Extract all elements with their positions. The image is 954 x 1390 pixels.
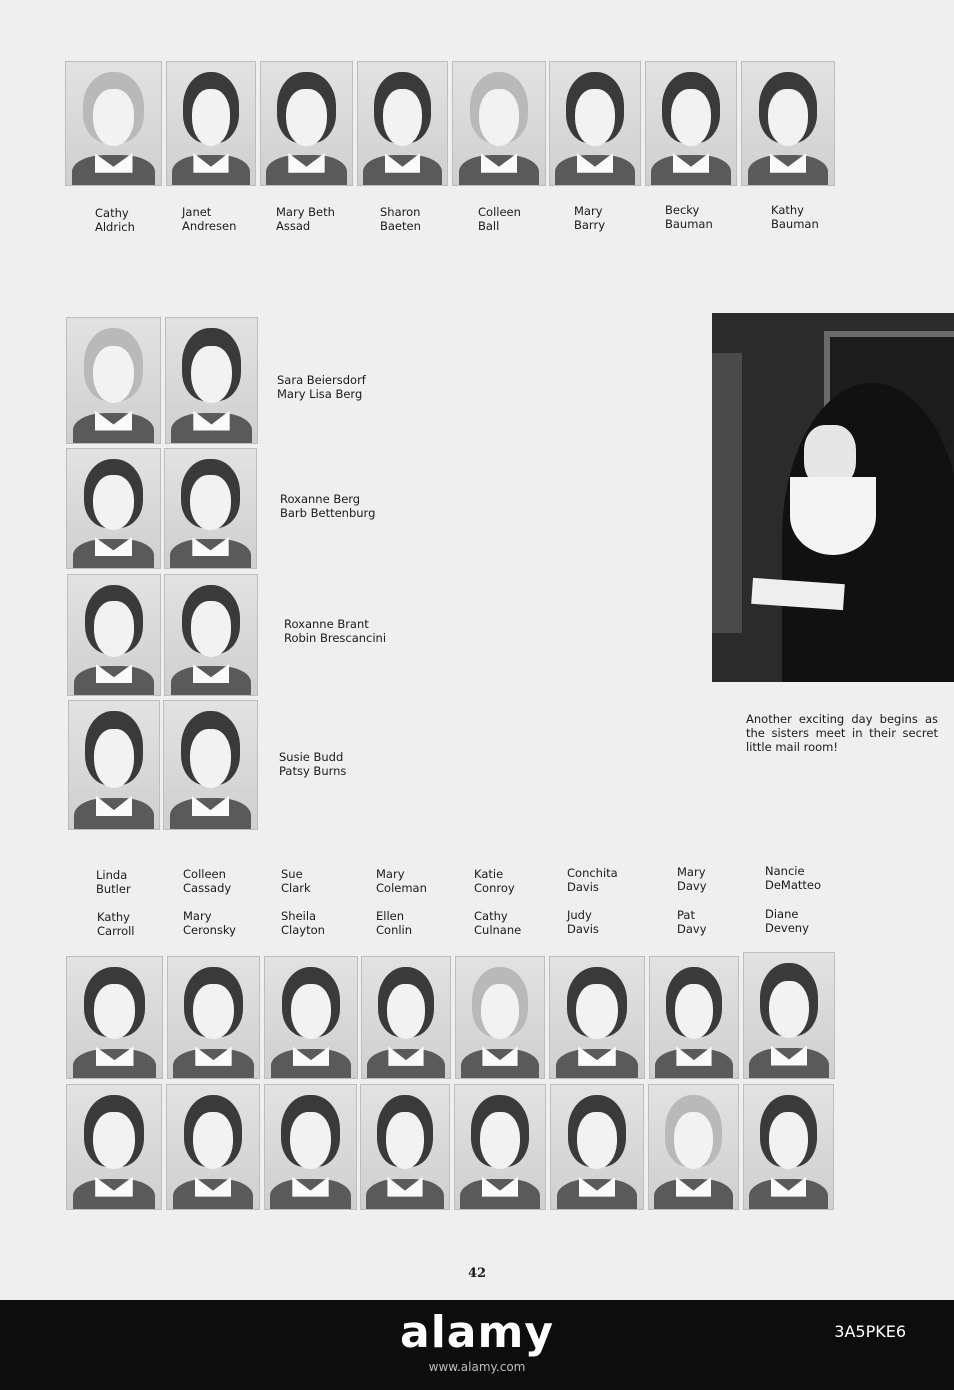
portrait-photo [164, 448, 257, 569]
portrait-photo [264, 956, 358, 1079]
portrait-photo [163, 700, 258, 830]
portrait-photo [741, 61, 835, 186]
student-name: Kathy Bauman [771, 203, 819, 231]
portrait-photo [66, 956, 163, 1079]
portrait-photo [645, 61, 737, 186]
portrait-photo [66, 1084, 162, 1210]
photo-caption: Another exciting day begins as the sisters meet in their secret little mail room! [746, 712, 938, 754]
portrait-photo [65, 61, 162, 186]
portrait-photo [260, 61, 353, 186]
student-name: Cathy Culnane [474, 909, 522, 937]
portrait-photo [649, 956, 739, 1079]
page-number: 42 [467, 1266, 487, 1281]
portrait-photo [360, 1084, 450, 1210]
portrait-photo [550, 1084, 644, 1210]
image-id: 3A5PKE6 [834, 1322, 906, 1341]
student-name: Sharon Baeten [380, 205, 421, 233]
student-name: Kathy Carroll [97, 910, 135, 938]
portrait-photo [455, 956, 545, 1079]
student-name: Sue Clark [281, 867, 311, 895]
student-name: Nancie DeMatteo [765, 864, 822, 892]
student-name: Colleen Ball [478, 205, 521, 233]
pair-names: Susie Budd Patsy Burns [279, 750, 347, 778]
portrait-photo [166, 1084, 260, 1210]
student-name: Conchita Davis [567, 866, 618, 894]
student-name: Katie Conroy [474, 867, 515, 895]
student-name: Mary Barry [574, 204, 605, 232]
student-name: Colleen Cassady [183, 867, 232, 895]
portrait-photo [165, 317, 258, 444]
portrait-photo [648, 1084, 739, 1210]
portrait-photo [357, 61, 448, 186]
portrait-photo [68, 700, 160, 830]
pair-names: Sara Beiersdorf Mary Lisa Berg [277, 373, 366, 401]
alamy-logo: alamy [400, 1307, 554, 1358]
student-name: Diane Deveny [765, 907, 809, 935]
portrait-photo [743, 952, 835, 1079]
portrait-photo [361, 956, 451, 1079]
student-name: Ellen Conlin [376, 909, 413, 937]
candid-photo-nun-mail-room [712, 313, 954, 682]
portrait-photo [454, 1084, 546, 1210]
portrait-photo [549, 956, 645, 1079]
student-name: Pat Davy [677, 908, 707, 936]
student-name: Judy Davis [567, 908, 599, 936]
portrait-photo [743, 1084, 834, 1210]
student-name: Mary Davy [677, 865, 707, 893]
pair-names: Roxanne Brant Robin Brescancini [284, 617, 387, 645]
portrait-photo [264, 1084, 357, 1210]
portrait-photo [164, 574, 258, 696]
student-name: Janet Andresen [182, 205, 237, 233]
student-name: Cathy Aldrich [95, 206, 135, 234]
student-name: Mary Beth Assad [276, 205, 335, 233]
portrait-photo [66, 448, 161, 569]
portrait-photo [66, 317, 161, 444]
portrait-photo [452, 61, 546, 186]
student-name: Linda Butler [96, 868, 131, 896]
pair-names: Roxanne Berg Barb Bettenburg [280, 492, 376, 520]
student-name: Mary Ceronsky [183, 909, 236, 937]
student-name: Sheila Clayton [281, 909, 325, 937]
portrait-photo [167, 956, 260, 1079]
alamy-url[interactable]: www.alamy.com [428, 1360, 526, 1374]
student-name: Becky Bauman [665, 203, 713, 231]
portrait-photo [166, 61, 256, 186]
student-name: Mary Coleman [376, 867, 427, 895]
portrait-photo [67, 574, 161, 696]
portrait-photo [549, 61, 641, 186]
